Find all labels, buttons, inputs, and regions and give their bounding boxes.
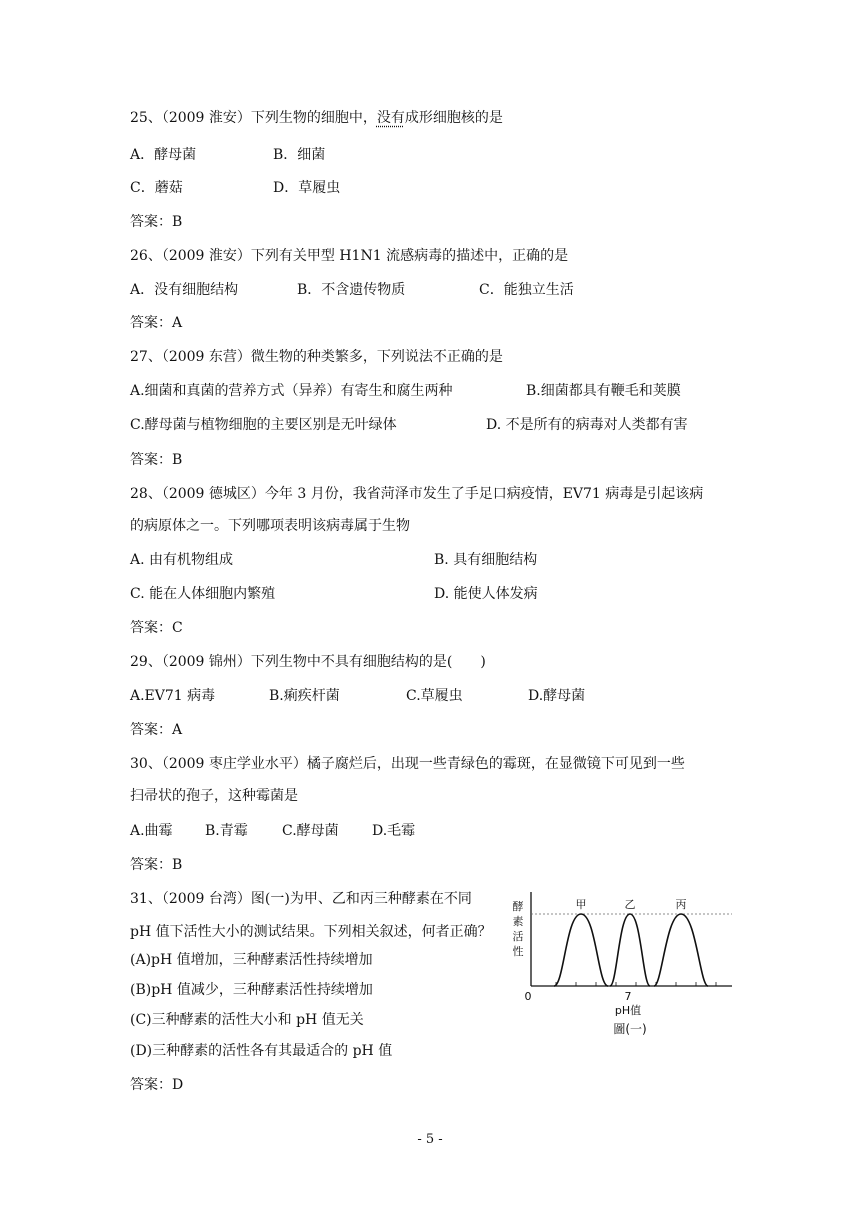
q28-answer: 答案：C: [130, 620, 183, 636]
peak-label-bing: 丙: [675, 898, 687, 911]
q30-option-a: A.曲霉: [130, 823, 173, 839]
q29-option-c: C.草履虫: [406, 688, 463, 704]
q25-option-d: D．草履虫: [273, 180, 341, 196]
q29-option-d: D.酵母菌: [528, 688, 586, 704]
peak-label-yi: 乙: [624, 898, 636, 911]
q27-option-b: B.细菌都具有鞭毛和荚膜: [526, 383, 681, 399]
q30-option-d: D.毛霉: [372, 823, 416, 839]
q27-option-d: D. 不是所有的病毒对人类都有害: [486, 417, 688, 433]
q28-option-b: B. 具有细胞结构: [434, 552, 538, 568]
q25-option-a: A．酵母菌: [130, 147, 197, 163]
q27-option-c: C.酵母菌与植物细胞的主要区别是无叶绿体: [130, 417, 397, 433]
svg-text:活: 活: [512, 930, 524, 943]
q30-option-c: C.酵母菌: [282, 823, 339, 839]
q29-option-b: B.痢疾杆菌: [269, 688, 340, 704]
x-tick-label-7: 7: [624, 990, 632, 1003]
q30-stem-line1: 30、（2009 枣庄学业水平）橘子腐烂后，出现一些青绿色的霉斑，在显微镜下可见到一些: [130, 756, 685, 772]
q25-stem: 25、（2009 淮安）下列生物的细胞中，没有成形细胞核的是: [130, 110, 503, 126]
q31-option-d: (D)三种酵素的活性各有其最适合的 pH 值: [130, 1043, 393, 1059]
svg-text:酵: 酵: [512, 900, 524, 913]
q30-option-b: B.青霉: [205, 823, 248, 839]
origin-label: 0: [524, 990, 532, 1003]
q28-option-c: C. 能在人体细胞内繁殖: [130, 586, 276, 602]
q28-stem-line1: 28、（2009 德城区）今年 3 月份，我省菏泽市发生了手足口病疫情，EV71 病毒是引起该病: [130, 486, 704, 502]
q26-stem: 26、（2009 淮安）下列有关甲型 H1N1 流感病毒的描述中，正确的是: [130, 248, 569, 264]
q29-stem: 29、（2009 锦州）下列生物中不具有细胞结构的是( ): [130, 654, 486, 670]
q31-stem-line2: pH 值下活性大小的测试结果。下列相关叙述，何者正确？: [130, 924, 492, 940]
q27-stem: 27、（2009 东营）微生物的种类繁多，下列说法不正确的是: [130, 349, 503, 365]
q25-answer: 答案：B: [130, 214, 183, 230]
q25-emphasis: 没有: [376, 110, 405, 126]
figure-caption: 圖(一): [613, 1022, 647, 1036]
q26-answer: 答案：A: [130, 315, 183, 331]
svg-text:素: 素: [512, 915, 524, 928]
q27-answer: 答案：B: [130, 452, 183, 468]
q26-option-b: B．不含遗传物质: [297, 282, 406, 298]
svg-text:性: 性: [512, 945, 524, 958]
enzyme-yi-curve: [610, 914, 650, 986]
q28-option-a: A. 由有机物组成: [130, 552, 234, 568]
q31-option-c: (C)三种酵素的活性大小和 pH 值无关: [130, 1012, 364, 1028]
page-number: - 5 -: [417, 1132, 443, 1147]
q25-option-b: B．细菌: [273, 147, 326, 163]
q26-option-a: A．没有细胞结构: [130, 282, 239, 298]
q31-answer: 答案：D: [130, 1077, 184, 1093]
q31-option-a: (A)pH 值增加，三种酵素活性持续增加: [130, 952, 373, 968]
y-axis-label: [513, 899, 524, 958]
q29-option-a: A.EV71 病毒: [130, 688, 216, 704]
q26-option-c: C．能独立生活: [479, 282, 574, 298]
q28-stem-line2: 的病原体之一。下列哪项表明该病毒属于生物: [130, 518, 410, 534]
q31-option-b: (B)pH 值减少，三种酵素活性持续增加: [130, 982, 373, 998]
enzyme-activity-figure: [508, 888, 738, 1048]
enzyme-jia-curve: [554, 914, 608, 986]
q27-option-a: A.细菌和真菌的营养方式（异养）有寄生和腐生两种: [130, 383, 453, 399]
q25-option-c: C．蘑菇: [130, 180, 183, 196]
enzyme-bing-curve: [654, 914, 708, 986]
q30-stem-line2: 扫帚状的孢子，这种霉菌是: [130, 788, 298, 804]
x-axis-label: pH值: [614, 1004, 642, 1017]
q31-stem-line1: 31、（2009 台湾）图(一)为甲、乙和丙三种酵素在不同: [130, 891, 472, 907]
peak-label-jia: 甲: [575, 898, 587, 911]
q29-answer: 答案：A: [130, 722, 183, 738]
q30-answer: 答案：B: [130, 857, 183, 873]
q28-option-d: D. 能使人体发病: [434, 586, 538, 602]
